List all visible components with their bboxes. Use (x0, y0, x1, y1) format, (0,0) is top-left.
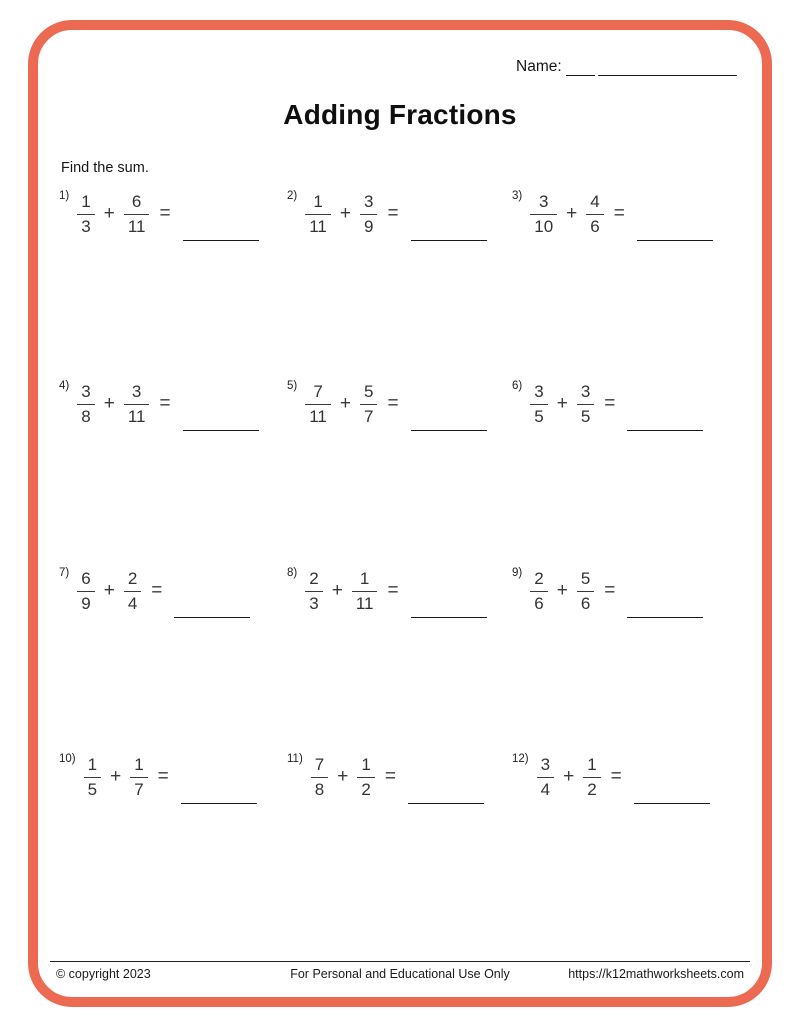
answer-blank[interactable] (634, 803, 710, 804)
problem-number: 10) (59, 753, 76, 765)
fraction-1 (305, 570, 322, 613)
instruction-text: Find the sum. (61, 160, 149, 176)
problem (59, 755, 257, 799)
page-title: Adding Fractions (283, 99, 517, 130)
fraction-1 (530, 570, 547, 613)
fraction-1-numerator: 3 (538, 191, 549, 211)
fraction-2-denominator: 6 (580, 593, 591, 613)
answer-blank[interactable] (627, 617, 703, 618)
fraction-2 (357, 756, 374, 799)
footer-usage: For Personal and Educational Use Only (290, 967, 510, 981)
fraction-1-denominator: 11 (309, 216, 327, 236)
plus-operator: + (103, 393, 115, 414)
fraction-2-numerator: 5 (364, 381, 374, 401)
problem (287, 382, 487, 426)
fraction-2-denominator: 7 (364, 406, 374, 426)
answer-blank[interactable] (408, 803, 484, 804)
equals-sign: = (151, 580, 163, 601)
footer-url-link[interactable]: https://k12mathworksheets.com (568, 967, 744, 981)
fraction-1 (305, 193, 331, 236)
plus-operator: + (339, 203, 351, 224)
answer-blank[interactable] (174, 617, 250, 618)
fraction-1-denominator: 3 (309, 593, 319, 613)
problem-number: 8) (287, 567, 298, 579)
equals-sign: = (610, 766, 622, 787)
plus-operator: + (566, 203, 578, 224)
plus-operator: + (103, 580, 115, 601)
equals-sign: = (613, 203, 625, 224)
fraction-2-denominator: 11 (355, 593, 374, 613)
plus-operator: + (331, 580, 343, 601)
problem-number: 2) (287, 190, 298, 202)
fraction-2-numerator: 1 (587, 754, 597, 774)
equals-sign: = (387, 580, 399, 601)
footer-copyright: © copyright 2023 (56, 967, 151, 981)
problem (287, 569, 487, 613)
plus-operator: + (563, 766, 575, 787)
plus-operator: + (337, 766, 349, 787)
fraction-1-denominator: 8 (81, 406, 91, 426)
problem (512, 569, 703, 613)
fraction-2-denominator: 11 (127, 406, 146, 426)
fraction-1-numerator: 1 (87, 754, 98, 774)
answer-blank[interactable] (411, 617, 487, 618)
answer-blank[interactable] (627, 430, 703, 431)
plus-operator: + (110, 766, 122, 787)
fraction-1-denominator: 10 (534, 216, 554, 236)
fraction-2 (124, 193, 150, 236)
fraction-1-numerator: 7 (313, 381, 323, 401)
equals-sign: = (387, 203, 399, 224)
footer (56, 967, 744, 981)
fraction-2 (586, 193, 603, 236)
fraction-2-denominator: 9 (364, 216, 374, 236)
fraction-2-numerator: 3 (131, 381, 142, 401)
fraction-1-denominator: 11 (309, 406, 327, 426)
fraction-1 (77, 383, 94, 426)
fraction-2 (583, 756, 600, 799)
problem-number: 7) (59, 567, 70, 579)
fraction-2-denominator: 11 (127, 216, 146, 236)
plus-operator: + (339, 393, 351, 414)
fraction-1 (77, 570, 94, 613)
fraction-2 (360, 383, 377, 426)
fraction-2 (124, 570, 141, 613)
fraction-2-denominator: 2 (587, 779, 597, 799)
fraction-2-denominator: 7 (134, 779, 144, 799)
fraction-2-denominator: 2 (361, 779, 371, 799)
footer-divider (50, 961, 750, 962)
fraction-1-denominator: 5 (87, 779, 98, 799)
answer-blank[interactable] (183, 240, 259, 241)
fraction-2-denominator: 5 (580, 406, 591, 426)
fraction-1-numerator: 1 (81, 191, 91, 211)
fraction-1-denominator: 9 (81, 593, 91, 613)
problem-number: 3) (512, 190, 523, 202)
fraction-1-denominator: 8 (314, 779, 325, 799)
problem (512, 192, 713, 236)
equals-sign: = (604, 580, 616, 601)
fraction-2-denominator: 4 (127, 593, 138, 613)
fraction-1-denominator: 6 (534, 593, 544, 613)
fraction-2-numerator: 3 (580, 381, 591, 401)
problem-number: 11) (287, 753, 303, 765)
equals-sign: = (387, 393, 399, 414)
fraction-1-denominator: 4 (540, 779, 551, 799)
answer-blank[interactable] (181, 803, 257, 804)
fraction-2 (124, 383, 150, 426)
fraction-2-numerator: 4 (590, 191, 600, 211)
problem (287, 755, 484, 799)
equals-sign: = (157, 766, 169, 787)
fraction-1-numerator: 3 (540, 754, 551, 774)
problem-number: 4) (59, 380, 70, 392)
problem (59, 382, 259, 426)
fraction-1-numerator: 2 (309, 568, 319, 588)
problem (512, 382, 703, 426)
fraction-2 (130, 756, 147, 799)
fraction-2 (577, 383, 594, 426)
fraction-2-numerator: 5 (580, 568, 591, 588)
problem (512, 755, 710, 799)
problem-number: 6) (512, 380, 523, 392)
fraction-2-numerator: 2 (127, 568, 138, 588)
problem (59, 192, 259, 236)
plus-operator: + (556, 580, 568, 601)
fraction-1-numerator: 3 (81, 381, 91, 401)
fraction-1 (530, 383, 547, 426)
answer-blank[interactable] (411, 430, 487, 431)
equals-sign: = (384, 766, 396, 787)
fraction-1-numerator: 2 (534, 568, 544, 588)
answer-blank[interactable] (183, 430, 259, 431)
fraction-1 (77, 193, 94, 236)
problem-number: 1) (59, 190, 70, 202)
fraction-1-denominator: 3 (81, 216, 91, 236)
equals-sign: = (159, 393, 171, 414)
fraction-1 (311, 756, 328, 799)
plus-operator: + (103, 203, 115, 224)
plus-operator: + (556, 393, 568, 414)
fraction-1 (530, 193, 557, 236)
fraction-1-numerator: 7 (314, 754, 325, 774)
fraction-1 (305, 383, 331, 426)
equals-sign: = (604, 393, 616, 414)
problem-number: 12) (512, 753, 529, 765)
answer-blank[interactable] (411, 240, 487, 241)
name-label: Name: (516, 58, 562, 75)
fraction-2 (352, 570, 378, 613)
fraction-1-numerator: 1 (313, 191, 323, 211)
fraction-2-numerator: 1 (359, 568, 370, 588)
problem (59, 569, 250, 613)
fraction-2-numerator: 1 (134, 754, 144, 774)
fraction-1 (537, 756, 554, 799)
problem-number: 9) (512, 567, 523, 579)
fraction-2-numerator: 6 (131, 191, 142, 211)
fraction-1-numerator: 6 (81, 568, 91, 588)
fraction-1-denominator: 5 (534, 406, 544, 426)
equals-sign: = (159, 203, 171, 224)
problem (287, 192, 487, 236)
answer-blank[interactable] (637, 240, 713, 241)
fraction-2-numerator: 1 (361, 754, 371, 774)
fraction-2 (577, 570, 594, 613)
fraction-1 (84, 756, 101, 799)
problem-number: 5) (287, 380, 298, 392)
fraction-2-denominator: 6 (590, 216, 600, 236)
fraction-1-numerator: 3 (534, 381, 544, 401)
fraction-2-numerator: 3 (364, 191, 374, 211)
fraction-2 (360, 193, 377, 236)
